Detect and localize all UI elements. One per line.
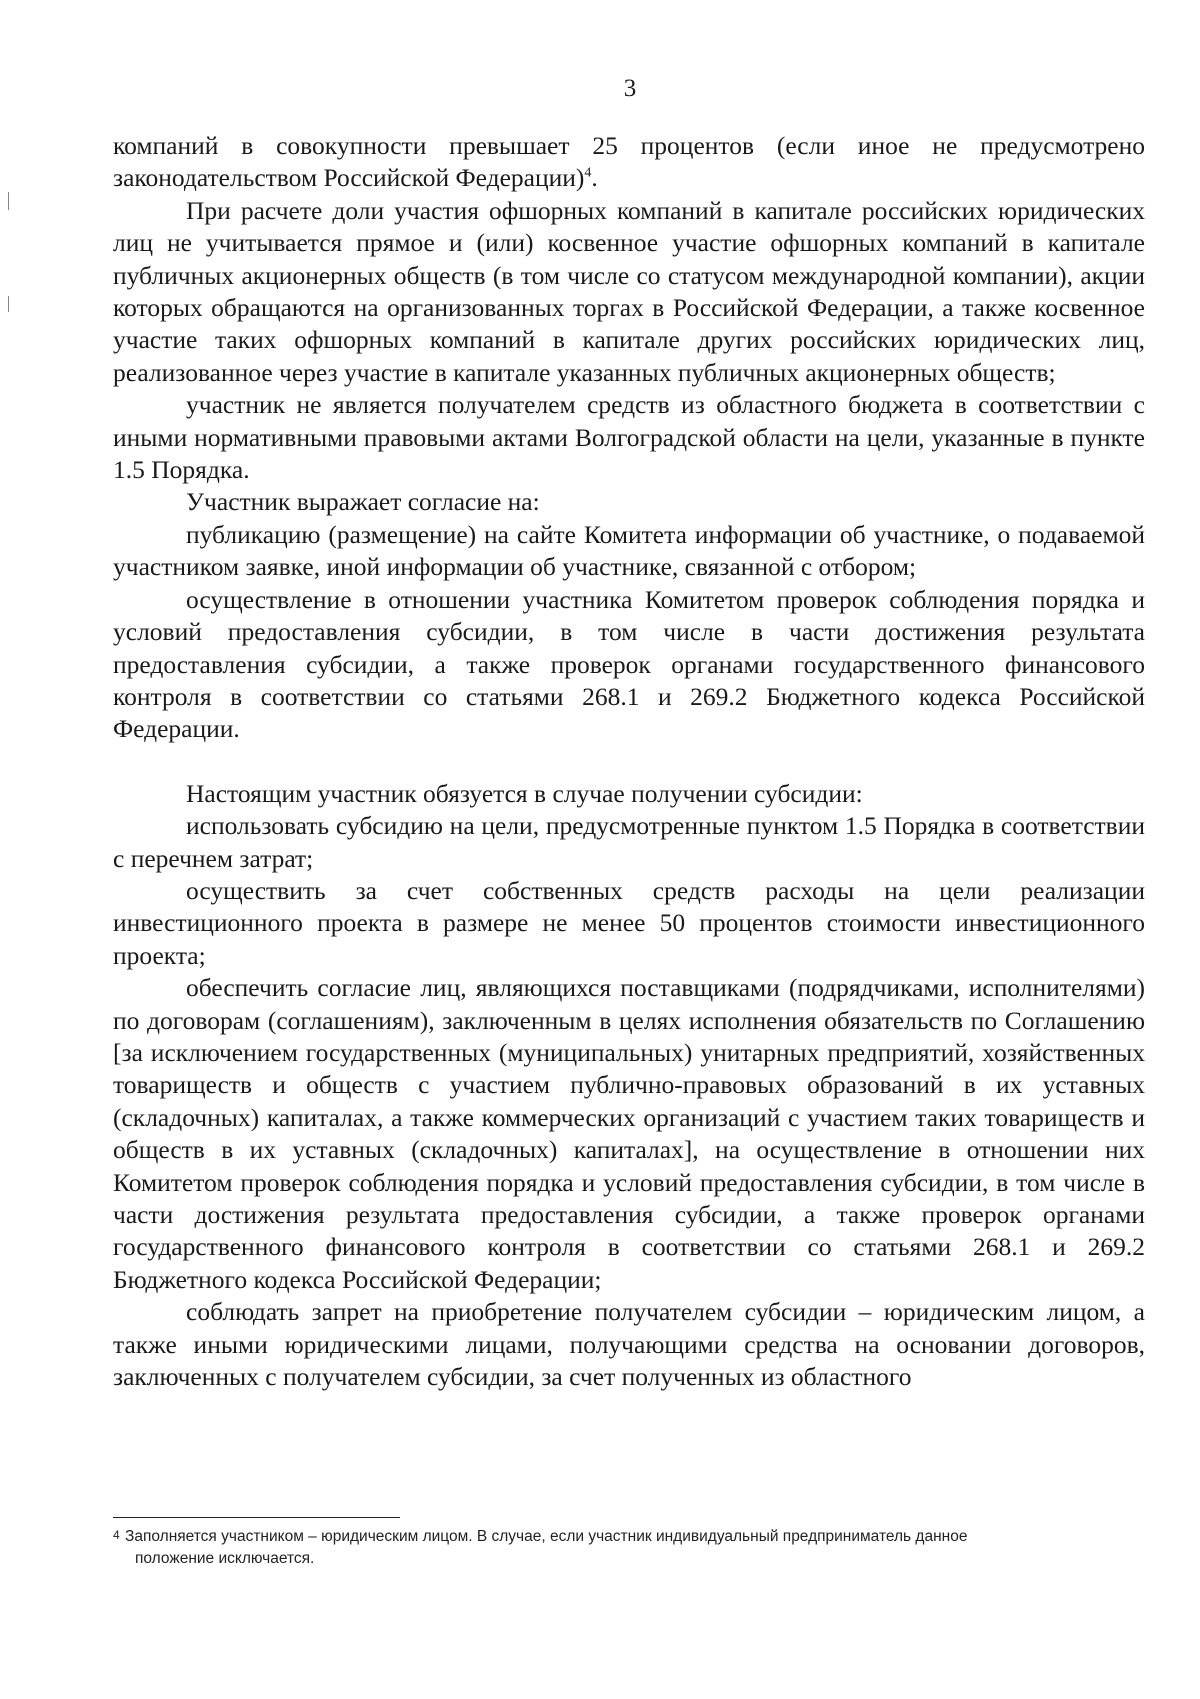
- footnote: [113, 1526, 1145, 1570]
- paragraph: компаний в совокупности превышает 25 процентов (если иное не предусмотрено законодательством Российской Федерации)$^4$.: [113, 131, 1145, 193]
- footnote-separator: [113, 1517, 400, 1518]
- scan-edge-mark: [8, 192, 9, 210]
- paragraph: использовать субсидию на цели, предусмотренные пунктом 1.5 Порядка в соответствии с перечнем затрат;: [113, 811, 1145, 873]
- page-number: 3: [623, 75, 637, 102]
- scan-edge-mark: [8, 296, 9, 312]
- footnote-continuation: положение исключается.: [135, 1550, 315, 1567]
- paragraph: Участник выражает согласие на:: [186, 487, 540, 517]
- paragraph: соблюдать запрет на приобретение получателем субсидии – юридическим лицом, а также иными юридическими лицами, получающими средства на основании договоров, заключенных с получателем субсидии, за счет полученных из областного: [113, 1297, 1145, 1392]
- footnote-mark: 4: [113, 1528, 120, 1542]
- paragraph: осуществить за счет собственных средств расходы на цели реализации инвестиционного проекта в размере не менее 50 процентов стоимости инвестиционного проекта;: [113, 875, 1145, 970]
- document-body: [113, 130, 1145, 1393]
- paragraph: участник не является получателем средств из областного бюджета в соответствии с иными нормативными правовыми актами Волгоградской области на цели, указанные в пункте 1.5 Порядка.: [113, 390, 1145, 485]
- paragraph-spacer: [113, 746, 1145, 778]
- paragraph: обеспечить согласие лиц, являющихся поставщиками (подрядчиками, исполнителями) по договорам (соглашениям), заключенным в целях исполнения обязательств по Соглашению [за исключением государственных (муниципальных) унитарных предприятий, хозяйственных товариществ и обществ с участием публично-правовых образований в их уставных (складочных) капиталах, а также коммерческих организаций с участием таких товариществ и обществ в их уставных (складочных) капиталах], на осуществление в отношении них Комитетом проверок соблюдения порядка и условий предоставления субсидии, в том числе в части достижения результата предоставления субсидии, а также проверок органами государственного финансового контроля в соответствии со статьями 268.1 и 269.2 Бюджетного кодекса Российской Федерации;: [113, 973, 1145, 1294]
- paragraph: Настоящим участник обязуется в случае получении субсидии:: [186, 778, 863, 808]
- paragraph: При расчете доли участия офшорных компаний в капитале российских юридических лиц не учитывается прямое и (или) косвенное участие офшорных компаний в капитале публичных акционерных обществ (в том числе со статусом международной компании), акции которых обращаются на организованных торгах в Российской Федерации, а также косвенное участие таких офшорных компаний в капитале других российских юридических лиц, реализованное через участие в капитале указанных публичных акционерных обществ;: [113, 195, 1145, 387]
- footnote-ref: 4: [584, 165, 592, 181]
- paragraph: осуществление в отношении участника Комитетом проверок соблюдения порядка и условий предоставления субсидии, в том числе в части достижения результата предоставления субсидии, а также проверок органами государственного финансового контроля в соответствии со статьями 268.1 и 269.2 Бюджетного кодекса Российской Федерации.: [113, 584, 1145, 744]
- footnote-text: Заполняется участником – юридическим лицом. В случае, если участник индивидуальный предприниматель данное: [125, 1528, 968, 1545]
- paragraph: публикацию (размещение) на сайте Комитета информации об участнике, о подаваемой участником заявке, иной информации об участнике, связанной с отбором;: [113, 519, 1145, 582]
